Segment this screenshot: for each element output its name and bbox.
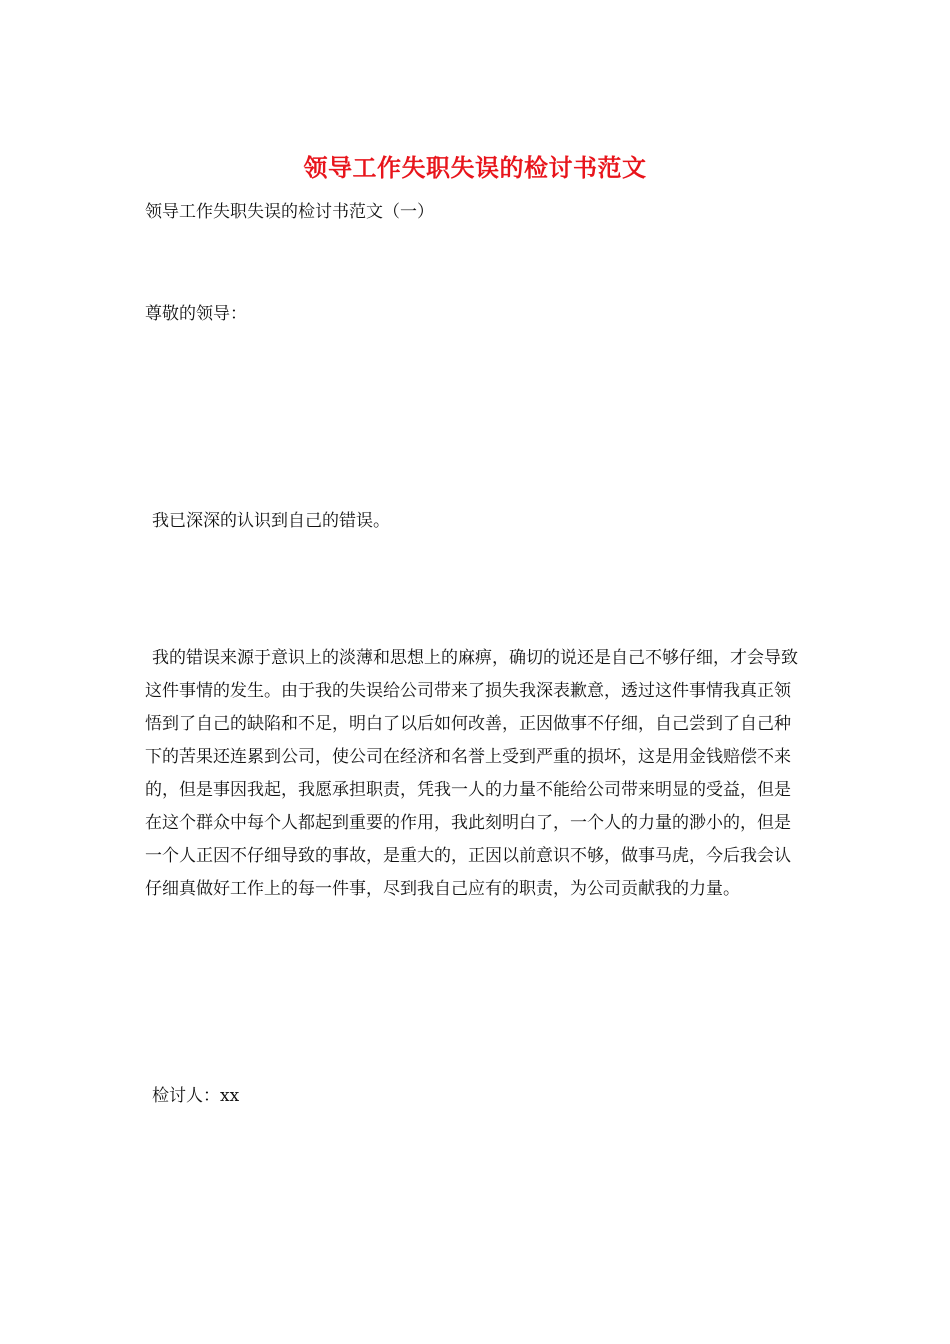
signature-line: 检讨人：xx: [152, 1086, 240, 1106]
salutation: 尊敬的领导：: [145, 304, 247, 324]
body-paragraph: 我的错误来源于意识上的淡薄和思想上的麻痹，确切的说还是自己不够仔细，才会导致这件事情的发生。由于我的失误给公司带来了损失我深表歉意，透过这件事情我真正领悟到了自己的缺陷和不足，明白了以后如何改善，正因做事不仔细，自己尝到了自己种下的苦果还连累到公司，使公司在经济和名誉上受到严重的损坏，这是用金钱赔偿不来的，但是事因我起，我愿承担职责，凭我一人的力量不能给公司带来明显的受益，但是在这个群众中每个人都起到重要的作用，我此刻明白了，一个人的力量的渺小的，但是一个人正因不仔细导致的事故，是重大的，正因以前意识不够，做事马虎，今后我会认仔细真做好工作上的每一件事，尽到我自己应有的职责，为公司贡献我的力量。: [145, 648, 798, 899]
body-paragraph: 我已深深的认识到自己的错误。: [152, 511, 390, 531]
document-title: 领导工作失职失误的检讨书范文: [303, 153, 647, 182]
document-subtitle: 领导工作失职失误的检讨书范文（一）: [145, 202, 434, 222]
